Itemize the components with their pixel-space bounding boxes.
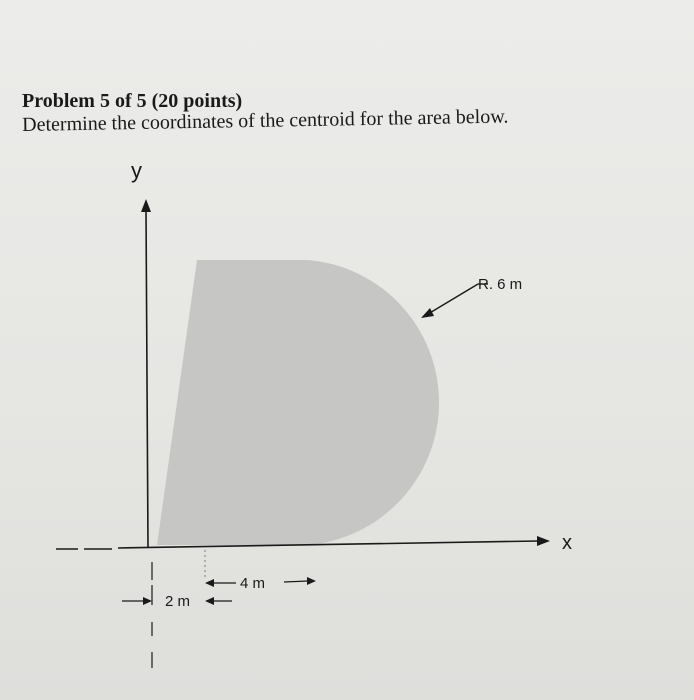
dim-4m-right-arrow-line — [284, 581, 308, 582]
y-axis-arrowhead — [141, 199, 151, 212]
dimension-2m-label: 2 m — [165, 593, 191, 610]
dimension-4m-label: 4 m — [240, 575, 266, 592]
shaded-area — [157, 260, 439, 545]
radius-leader-arrowhead — [421, 308, 434, 318]
x-axis-arrowhead — [537, 536, 550, 546]
dim-4m-right-arrowhead — [307, 577, 316, 585]
y-axis — [146, 210, 148, 548]
radius-leader-line — [428, 284, 478, 314]
problem-statement: Determine the coordinates of the centroid for the area below. — [22, 105, 509, 136]
radius-label: R. 6 m — [478, 276, 523, 293]
x-axis-label: x — [562, 532, 572, 554]
dim-2m-right-arrowhead — [205, 597, 214, 605]
dim-4m-left-arrowhead — [205, 579, 214, 587]
dim-2m-left-arrowhead — [143, 597, 152, 605]
problem-heading: Problem 5 of 5 (20 points) — [22, 90, 243, 112]
y-axis-label: y — [131, 158, 142, 183]
